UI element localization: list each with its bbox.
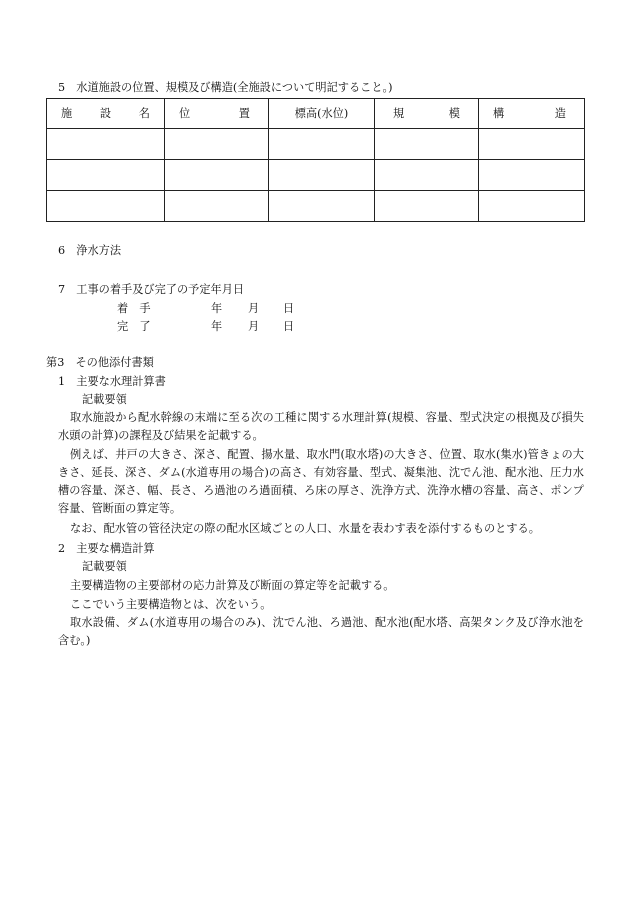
table-cell	[165, 129, 269, 160]
table-cell	[479, 160, 585, 191]
table-cell	[269, 191, 375, 222]
item2-paragraph2: ここでいう主要構造物とは、次をいう。	[70, 598, 272, 611]
item1-paragraph3: なお、配水管の管径決定の際の配水区域ごとの人口、水量を表わす表を添付するものとする。	[70, 522, 540, 535]
item1-note: 記載要領	[82, 393, 127, 406]
col-elevation: 標高(水位)	[269, 99, 375, 129]
table-cell	[47, 129, 165, 160]
item1-heading: 1 主要な水理計算書	[58, 375, 166, 388]
facilities-table	[46, 98, 585, 222]
item2-paragraph3: 取水設備、ダム(水道専用の場合のみ)、沈でん池、ろ過池、配水池(配水塔、高架タンク及び浄水池を含む。)	[58, 616, 584, 647]
table-cell	[165, 160, 269, 191]
table-cell	[375, 129, 479, 160]
col-scale: 規 模	[375, 99, 479, 129]
item2-note: 記載要領	[82, 560, 127, 573]
section6-heading: 6 浄水方法	[58, 244, 122, 257]
section7-heading: 7 工事の着手及び完了の予定年月日	[58, 283, 245, 296]
item2-paragraph1: 主要構造物の主要部材の応力計算及び断面の算定等を記載する。	[70, 579, 395, 592]
table-cell	[479, 191, 585, 222]
end-label: 完 了	[117, 320, 151, 333]
item2-heading: 2 主要な構造計算	[58, 542, 155, 555]
table-cell	[269, 160, 375, 191]
part3-heading: 第3 その他添付書類	[46, 356, 154, 369]
start-year: 年	[211, 302, 223, 315]
col-facility-name: 施 設 名	[47, 99, 165, 129]
table-row	[47, 129, 585, 160]
table-cell	[375, 160, 479, 191]
table-cell	[375, 191, 479, 222]
start-month: 月	[248, 302, 260, 315]
end-month: 月	[248, 320, 260, 333]
item1-paragraph1: 取水施設から配水幹線の末端に至る次の工種に関する水理計算(規模、容量、型式決定の根拠及び損失水頭の計算)の課程及び結果を記載する。	[58, 411, 584, 442]
col-structure: 構 造	[479, 99, 585, 129]
table-cell	[47, 191, 165, 222]
start-label: 着 手	[117, 302, 151, 315]
table-cell	[479, 129, 585, 160]
end-year: 年	[211, 320, 223, 333]
table-cell	[269, 129, 375, 160]
start-day: 日	[283, 302, 295, 315]
item1-paragraph2: 例えば、井戸の大きさ、深さ、配置、揚水量、取水門(取水塔)の大きさ、位置、取水(集水)管きょの大きさ、延長、深さ、ダム(水道専用の場合)の高さ、有効容量、型式、凝集池、沈でん池、配水池、圧力水槽の容量、深さ、幅、長さ、ろ過池のろ過面積、ろ床の厚さ、洗浄方式、洗浄水槽の容量、高さ、ポンプ容量、管断面の算定等。	[58, 448, 584, 515]
table-cell	[47, 160, 165, 191]
table-header-row	[47, 99, 585, 129]
col-location: 位 置	[165, 99, 269, 129]
section5-heading: 5 水道施設の位置、規模及び構造(全施設について明記すること。)	[58, 81, 393, 94]
end-day: 日	[283, 320, 295, 333]
table-cell	[165, 191, 269, 222]
table-row	[47, 160, 585, 191]
table-row	[47, 191, 585, 222]
